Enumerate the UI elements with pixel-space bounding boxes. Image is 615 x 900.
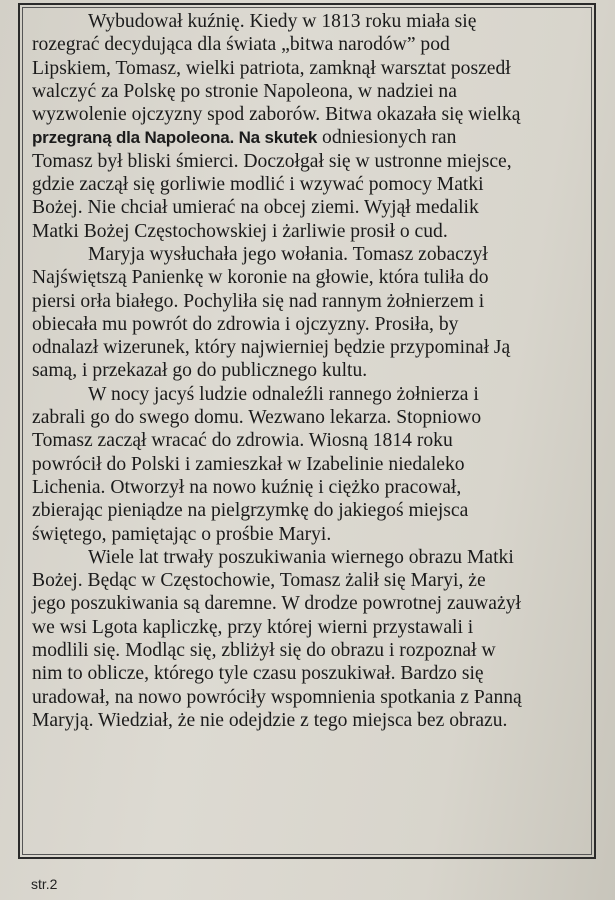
line-text: świętego, pamiętając o prośbie Maryi.	[32, 523, 332, 545]
line-text: W nocy jacyś ludzie odnaleźli rannego żołnierza i	[88, 383, 479, 405]
text-line	[32, 429, 592, 452]
text-line	[32, 569, 592, 592]
text-line	[32, 523, 592, 546]
line-text: zbierając pieniądze na pielgrzymkę do jakiegoś miejsca	[32, 500, 469, 522]
text-line	[32, 243, 592, 266]
bold-text-span: przegraną dla Napoleona. Na skutek	[32, 128, 318, 148]
line-text: odnalazł wizerunek, który najwierniej będzie przypominał Ją	[32, 337, 511, 359]
line-text: gdzie zaczął się gorliwie modlić i wzywać pomocy Matki	[32, 174, 484, 196]
text-line	[32, 359, 592, 382]
line-text: we wsi Lgota kapliczkę, przy której wierni przystawali i	[32, 616, 474, 638]
line-text: Lichenia. Otworzył na nowo kuźnię i ciężko pracował,	[32, 476, 462, 498]
text-line	[32, 592, 592, 615]
line-text: zabrali go do swego domu. Wezwano lekarza. Stopniowo	[32, 407, 482, 429]
text-line	[32, 220, 592, 243]
text-line	[32, 103, 592, 126]
line-text: rozegrać decydująca dla świata „bitwa narodów” pod	[32, 34, 450, 56]
line-text: odniesionych ran	[317, 127, 457, 149]
text-line	[32, 290, 592, 313]
line-text: Maryją. Wiedział, że nie odejdzie z tego miejsca bez obrazu.	[32, 709, 508, 731]
text-line	[32, 453, 592, 476]
text-line	[32, 709, 592, 732]
line-text: nim to oblicze, którego tyle czasu poszukiwał. Bardzo się	[32, 663, 484, 685]
line-text: wyzwolenie ojczyzny spod zaborów. Bitwa okazała się wielką	[32, 104, 521, 126]
text-line	[32, 662, 592, 685]
line-text: jego poszukiwania są daremne. W drodze powrotnej zauważył	[32, 593, 521, 615]
line-text: Bożej. Nie chciał umierać na obcej ziemi. Wyjął medalik	[32, 197, 479, 219]
line-text: Najświętszą Panienkę w koronie na głowie, która tuliła do	[32, 267, 489, 289]
text-line	[32, 266, 592, 289]
line-text: Wybudował kuźnię. Kiedy w 1813 roku miała się	[88, 11, 477, 32]
line-text: powrócił do Polski i zamieszkał w Izabelinie niedaleko	[32, 453, 465, 475]
text-line	[32, 499, 592, 522]
line-text: samą, i przekazał go do publicznego kultu.	[32, 360, 368, 382]
text-line	[32, 383, 592, 406]
text-line	[32, 546, 592, 569]
line-text: Matki Bożej Częstochowskiej i żarliwie prosił o cud.	[32, 220, 448, 242]
line-text: walczyć za Polskę po stronie Napoleona, w nadziei na	[32, 80, 457, 102]
page-number: str.2	[31, 876, 58, 892]
text-line	[32, 10, 592, 33]
line-text: Wiele lat trwały poszukiwania wiernego obrazu Matki	[88, 546, 514, 568]
line-text: Tomasz zaczął wracać do zdrowia. Wiosną 1814 roku	[32, 430, 453, 452]
text-line	[32, 476, 592, 499]
text-line	[32, 173, 592, 196]
line-text: Bożej. Będąc w Częstochowie, Tomasz żalił się Maryi, że	[32, 570, 486, 592]
text-line	[32, 126, 592, 149]
text-line	[32, 80, 592, 103]
line-text: modlili się. Modląc się, zbliżył się do obrazu i rozpoznał w	[32, 640, 496, 662]
text-line	[32, 616, 592, 639]
text-line	[32, 639, 592, 662]
text-line	[32, 686, 592, 709]
line-text: Maryja wysłuchała jego wołania. Tomasz zobaczył	[88, 243, 488, 265]
text-line	[32, 406, 592, 429]
line-text: obiecała mu powrót do zdrowia i ojczyzny. Prosiła, by	[32, 313, 459, 335]
line-text: Lipskiem, Tomasz, wielki patriota, zamknął warsztat poszedł	[32, 57, 511, 79]
text-line	[32, 57, 592, 80]
text-line	[32, 313, 592, 336]
line-text: Tomasz był bliski śmierci. Doczołgał się w ustronne miejsce,	[32, 150, 512, 172]
text-line	[32, 150, 592, 173]
text-line	[32, 196, 592, 219]
text-line	[32, 33, 592, 56]
text-line	[32, 336, 592, 359]
line-text: piersi orła białego. Pochyliła się nad rannym żołnierzem i	[32, 290, 485, 312]
body-text	[32, 10, 592, 732]
line-text: uradował, na nowo powróciły wspomnienia spotkania z Panną	[32, 686, 522, 708]
